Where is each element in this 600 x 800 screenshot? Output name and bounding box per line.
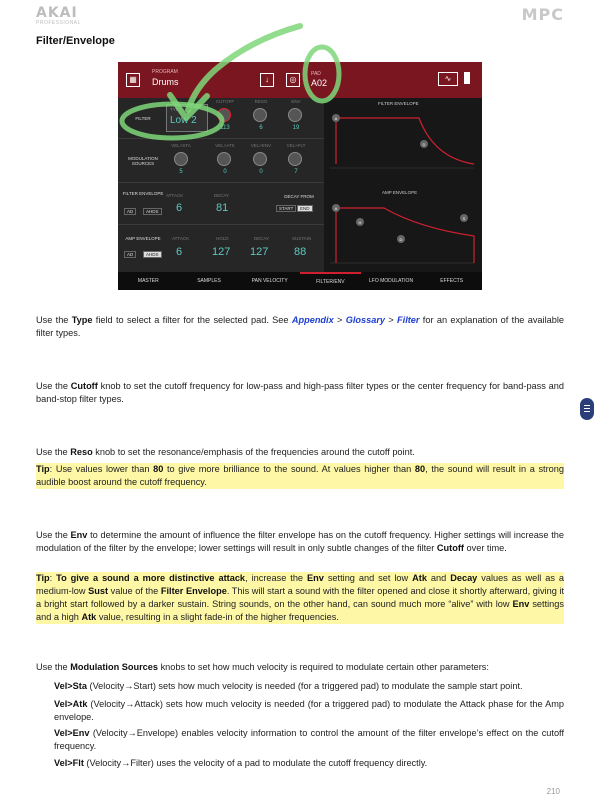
- amp-env-ahds: AHDS: [143, 251, 162, 258]
- paragraph-cutoff: [36, 380, 564, 406]
- breadcrumb-separator: >: [333, 315, 346, 325]
- section-title: Filter/Envelope: [36, 35, 115, 47]
- filter-decay-value: 81: [216, 202, 229, 214]
- tip-heading: To give a sound a more distinctive attack: [56, 573, 246, 583]
- text-run: Use the: [36, 381, 71, 391]
- filter-attack-label: ATTACK: [166, 193, 184, 198]
- text-run: :: [49, 573, 57, 583]
- text-run: to give more brilliance to the sound. At values higher than: [163, 464, 415, 474]
- cutoff-value: 113: [220, 125, 230, 131]
- tab-lfo-modulation[interactable]: LFO MODULATION: [368, 278, 414, 284]
- svg-text:D: D: [422, 142, 426, 147]
- amp-decay-label: DECAY: [254, 236, 270, 241]
- text-run: Use the: [36, 530, 71, 540]
- term-vel-flt: Vel>Flt: [54, 758, 84, 768]
- amp-hold-value: 127: [212, 246, 231, 258]
- amp-attack-value: 6: [176, 246, 183, 258]
- term-filter-envelope: Filter Envelope: [160, 586, 227, 596]
- term-env: Env: [70, 530, 88, 540]
- term-cutoff: Cutoff: [70, 381, 98, 391]
- paragraph-modulation: [36, 661, 564, 674]
- reso-value: 6: [259, 125, 263, 131]
- filter-envelope-title: FILTER ENVELOPE: [378, 101, 419, 106]
- amp-hold-label: HOLD: [216, 236, 229, 241]
- mod-sources-label: MODULATION SOURCES: [128, 156, 158, 166]
- amp-envelope-label: AMP ENVELOPE: [125, 236, 161, 241]
- target-icon: ◎: [286, 73, 300, 87]
- filter-row-label: FILTER: [135, 116, 151, 121]
- filter-type-label: TYPE: [170, 107, 182, 112]
- menu-icon-line: [584, 405, 590, 406]
- text-run: value, resulting in a slight fade-in of the higher frequencies.: [96, 612, 339, 622]
- text-run: over time.: [463, 543, 507, 553]
- term-value: 80: [414, 464, 426, 474]
- grid-icon: ▦: [126, 73, 140, 87]
- filter-env-ahds: AHDS: [143, 208, 162, 215]
- page-number: 210: [546, 787, 560, 796]
- vel-sta-label: VEL>STA: [171, 143, 191, 148]
- link-glossary[interactable]: Glossary: [345, 315, 386, 325]
- amp-decay-value: 127: [250, 246, 269, 258]
- term-atk: Atk: [81, 612, 97, 622]
- pad-name: A02: [311, 78, 328, 88]
- text-run: values as well as a medium-low: [36, 573, 565, 596]
- amp-sustain-label: SUSTAIN: [292, 236, 312, 241]
- env-value: 19: [292, 125, 300, 131]
- term-type: Type: [71, 315, 93, 325]
- text-run: : Use values lower than: [49, 464, 154, 474]
- text-run: settings and a high: [36, 599, 564, 622]
- pad-label: PAD: [311, 71, 321, 77]
- text-run: (Velocity→Filter) uses the velocity of a pad to modulate the cutoff frequency directly.: [83, 758, 428, 768]
- amp-env-ad: AD: [124, 251, 136, 258]
- download-icon: ↓: [260, 73, 274, 87]
- text-run: (Velocity→Start) sets how much velocity is needed (for a triggered pad) to modulate the sample start point.: [86, 681, 523, 691]
- text-run: knobs to set how much velocity is required to modulate certain other parameters:: [158, 662, 489, 672]
- link-filter[interactable]: Filter: [397, 315, 420, 325]
- decay-from-end: END: [297, 205, 313, 212]
- text-run: knob to set the cutoff frequency for low-pass and high-pass filter types or the center frequency for band-pass and band-stop filter types.: [36, 381, 564, 404]
- text-run: value of the: [108, 586, 161, 596]
- vel-flt-label: VEL>FLT: [286, 143, 306, 148]
- tip-label: Tip: [36, 573, 50, 583]
- text-run: Use the: [36, 315, 72, 325]
- filter-env-ad: AD: [124, 208, 136, 215]
- text-run: knob to set the resonance/emphasis of the frequencies around the cutoff point.: [92, 447, 415, 457]
- env-label: ENV: [291, 99, 301, 104]
- decay-from-label: DECAY FROM: [284, 194, 314, 199]
- vel-flt-value: 7: [294, 169, 298, 175]
- annotation-overlay: [0, 0, 600, 300]
- svg-text:A: A: [334, 116, 338, 121]
- svg-text:A: A: [334, 206, 338, 211]
- item-vel-flt: [54, 757, 564, 770]
- menu-icon-line: [584, 411, 590, 412]
- tab-filter-env[interactable]: FILTER/ENV: [300, 272, 361, 290]
- item-vel-env: [54, 727, 564, 753]
- text-run: (Velocity→Envelope) enables velocity information to control the amount of the filter envelope’s effect on the cutoff frequency.: [54, 728, 564, 751]
- vel-env-label: VEL>ENV: [250, 143, 272, 148]
- program-name: Drums: [152, 77, 179, 87]
- svg-text:H: H: [358, 220, 362, 225]
- link-appendix[interactable]: Appendix: [291, 315, 334, 325]
- amp-attack-label: ATTACK: [172, 236, 190, 241]
- program-label: PROGRAM: [152, 69, 178, 75]
- menu-button[interactable]: [580, 398, 594, 420]
- akai-logo-sub: PROFESSIONAL: [36, 20, 81, 26]
- tip-reso: [36, 463, 564, 489]
- filter-decay-label: DECAY: [214, 193, 230, 198]
- vel-env-value: 0: [259, 169, 263, 175]
- item-vel-atk: [54, 698, 564, 724]
- filter-type-value: Low 2: [170, 115, 197, 126]
- vel-atk-label: VEL>ATK: [215, 143, 235, 148]
- svg-text:S: S: [462, 216, 466, 221]
- text-run: , increase the: [245, 573, 308, 583]
- tab-samples[interactable]: SAMPLES: [197, 278, 221, 284]
- term-vel-env: Vel>Env: [54, 728, 90, 738]
- vel-sta-value: 5: [179, 169, 183, 175]
- text-run: Use the: [36, 447, 71, 457]
- paragraph-type: [36, 314, 564, 340]
- term-reso: Reso: [70, 447, 93, 457]
- tip-label: Tip: [36, 464, 50, 474]
- text-run: field to select a filter for the selected pad. See: [92, 315, 292, 325]
- vel-atk-value: 0: [223, 169, 227, 175]
- term-vel-atk: Vel>Atk: [54, 699, 88, 709]
- svg-text:D: D: [399, 237, 403, 242]
- breadcrumb-separator: >: [385, 315, 398, 325]
- text-run: (Velocity→Attack) sets how much velocity is needed (for a triggered pad) to modulate the Attack phase for the Amp envelope.: [54, 699, 564, 722]
- term-vel-sta: Vel>Sta: [54, 681, 87, 691]
- text-run: . This will start a sound with the filter opened and close it shortly afterward, giving it a bright start followed by a darker sustain. String sounds, on the other hand, can sound much more “alive” with low: [36, 586, 565, 609]
- text-run: to determine the amount of influence the filter envelope has on the cutoff frequency. Higher settings will increase the modulation of the filter by the envelope; lower settings will result in only subtle changes of the filter: [36, 530, 564, 553]
- tab-master[interactable]: MASTER: [137, 278, 159, 284]
- reso-label: RESO: [254, 99, 268, 104]
- mpc-logo: MPC: [521, 5, 564, 24]
- decay-from-start: START: [276, 205, 296, 212]
- menu-icon-line: [584, 408, 590, 409]
- waveform-icon: ∿: [438, 72, 458, 86]
- term-env: Env: [512, 599, 530, 609]
- tip-env: [36, 572, 564, 624]
- text-run: , the sound will result in a strong audible boost around the cutoff frequency.: [36, 464, 564, 487]
- term-decay: Decay: [450, 573, 478, 583]
- cutoff-label: CUTOFF: [215, 99, 235, 104]
- tab-pan-velocity[interactable]: PAN VELOCITY: [251, 278, 288, 284]
- paragraph-reso: [36, 446, 564, 459]
- amp-envelope-title: AMP ENVELOPE: [382, 190, 418, 195]
- text-run: for an explanation of the available filter types.: [36, 315, 564, 338]
- text-run: setting and set low: [323, 573, 413, 583]
- filter-envelope-label: FILTER ENVELOPE: [122, 191, 164, 196]
- term-sust: Sust: [88, 586, 109, 596]
- term-value: 80: [153, 464, 164, 474]
- term-modulation-sources: Modulation Sources: [70, 662, 159, 672]
- paragraph-env: [36, 529, 564, 555]
- text-run: Use the: [36, 662, 71, 672]
- item-vel-sta: [54, 680, 564, 693]
- akai-logo-word: AKAI: [36, 5, 78, 21]
- text-run: and: [426, 573, 451, 583]
- term-cutoff: Cutoff: [436, 543, 464, 553]
- term-atk: Atk: [412, 573, 427, 583]
- filter-attack-value: 6: [176, 202, 183, 214]
- tab-effects[interactable]: EFFECTS: [440, 278, 464, 284]
- amp-sustain-value: 88: [294, 246, 307, 258]
- term-env: Env: [307, 573, 324, 583]
